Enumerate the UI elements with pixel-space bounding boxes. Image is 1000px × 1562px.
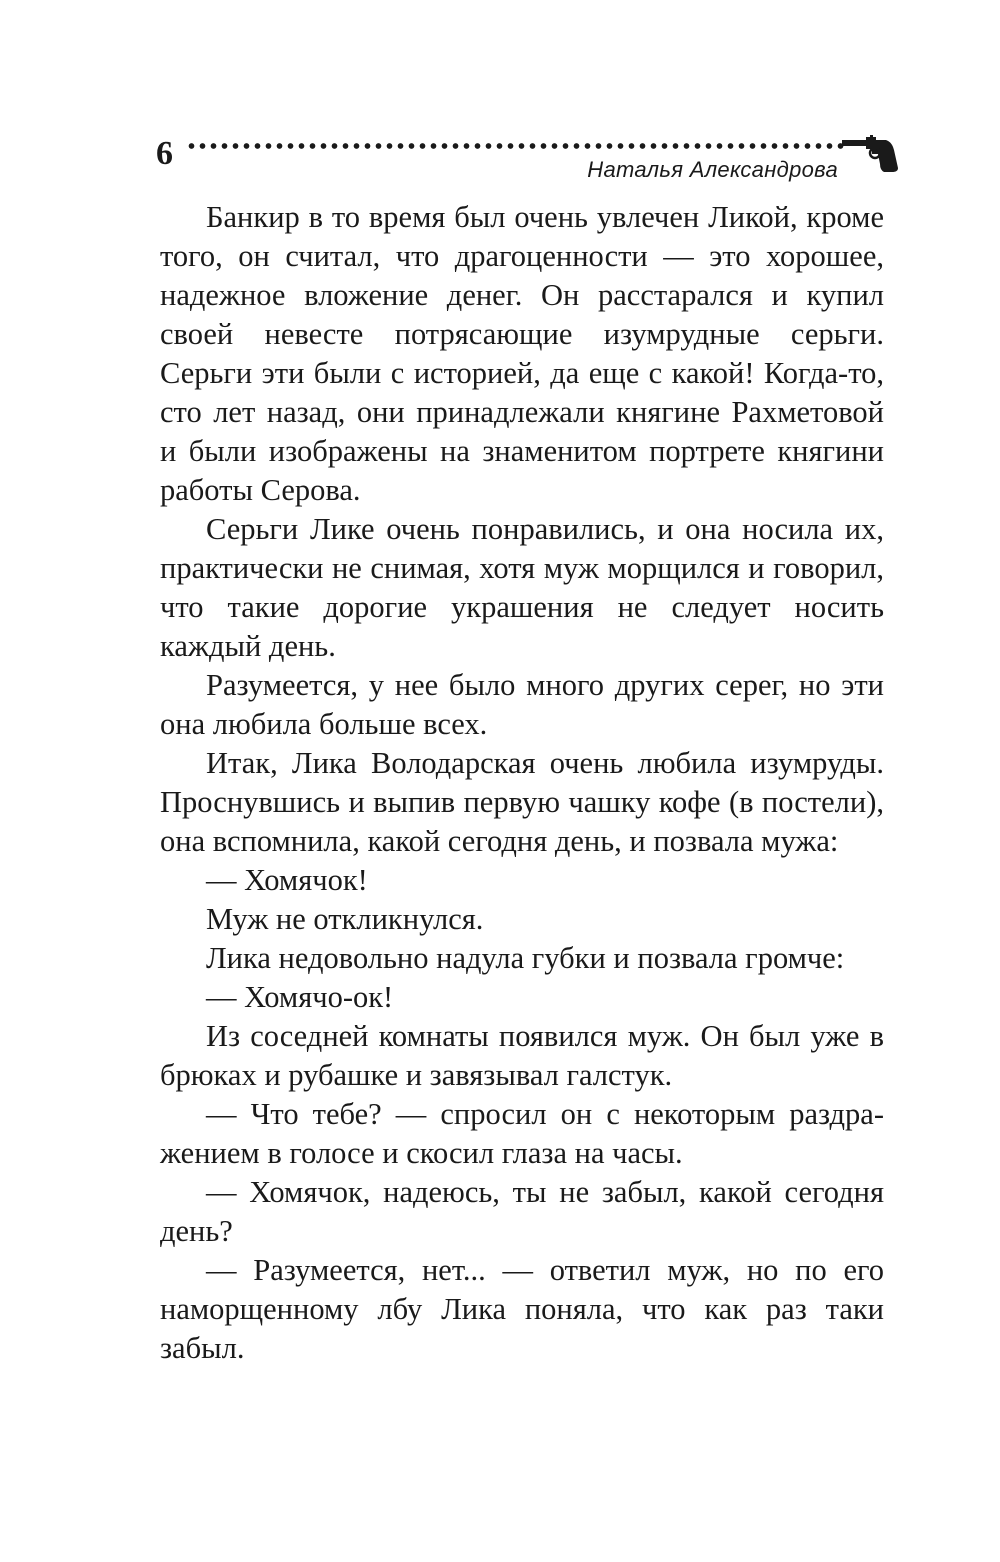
body-text	[160, 198, 884, 1368]
dialogue-line: — Хомячок, надеюсь, ты не забыл, какой сегодня день?	[160, 1175, 884, 1248]
paragraph: Итак, Лика Володарская очень любила изумруды. Проснувшись и выпив первую чашку кофе (в постели), она вспомнила, какой сегодня день, и позвала мужа:	[160, 746, 884, 858]
paragraph: Из соседней комнаты появился муж. Он был уже в брюках и рубашке и завязывал галстук.	[160, 1019, 884, 1092]
paragraph: Муж не откликнулся.	[206, 902, 484, 936]
dialogue-line: — Что тебе? — спросил он с некоторым раздражением в голосе и скосил глаза на часы.	[160, 1097, 884, 1170]
dotted-rule	[186, 142, 844, 150]
dialogue-line: — Хомячо-ок!	[206, 980, 394, 1014]
paragraph: Банкир в то время был очень увлечен Ликой, кроме того, он считал, что драгоценности — это хорошее, надежное вложение денег. Он расстарался и купил своей невесте потрясающие изумрудные серьги. Серьги эти были с историей, да еще с какой! Когда-то, сто лет назад, они принадлежали княгине Рахметовой и были изображены на знаменитом портрете княгини работы Серова.	[160, 200, 884, 507]
dialogue-line: — Разумеется, нет... — ответил муж, но по его наморщенному лбу Лика поняла, что как раз таки забыл.	[160, 1253, 884, 1365]
page-number: 6	[156, 135, 173, 172]
running-head-author: Наталья Александрова	[587, 157, 838, 182]
revolver-icon	[842, 134, 898, 174]
paragraph: Разумеется, у нее было много других серег, но эти она любила больше всех.	[160, 668, 884, 741]
paragraph: Серьги Лике очень понравились, и она носила их, практически не снимая, хотя муж морщился и говорил, что такие дорогие украшения не следует носить каждый день.	[160, 512, 884, 663]
paragraph: Лика недовольно надула губки и позвала громче:	[206, 941, 845, 975]
dialogue-line: — Хомячок!	[206, 863, 368, 897]
